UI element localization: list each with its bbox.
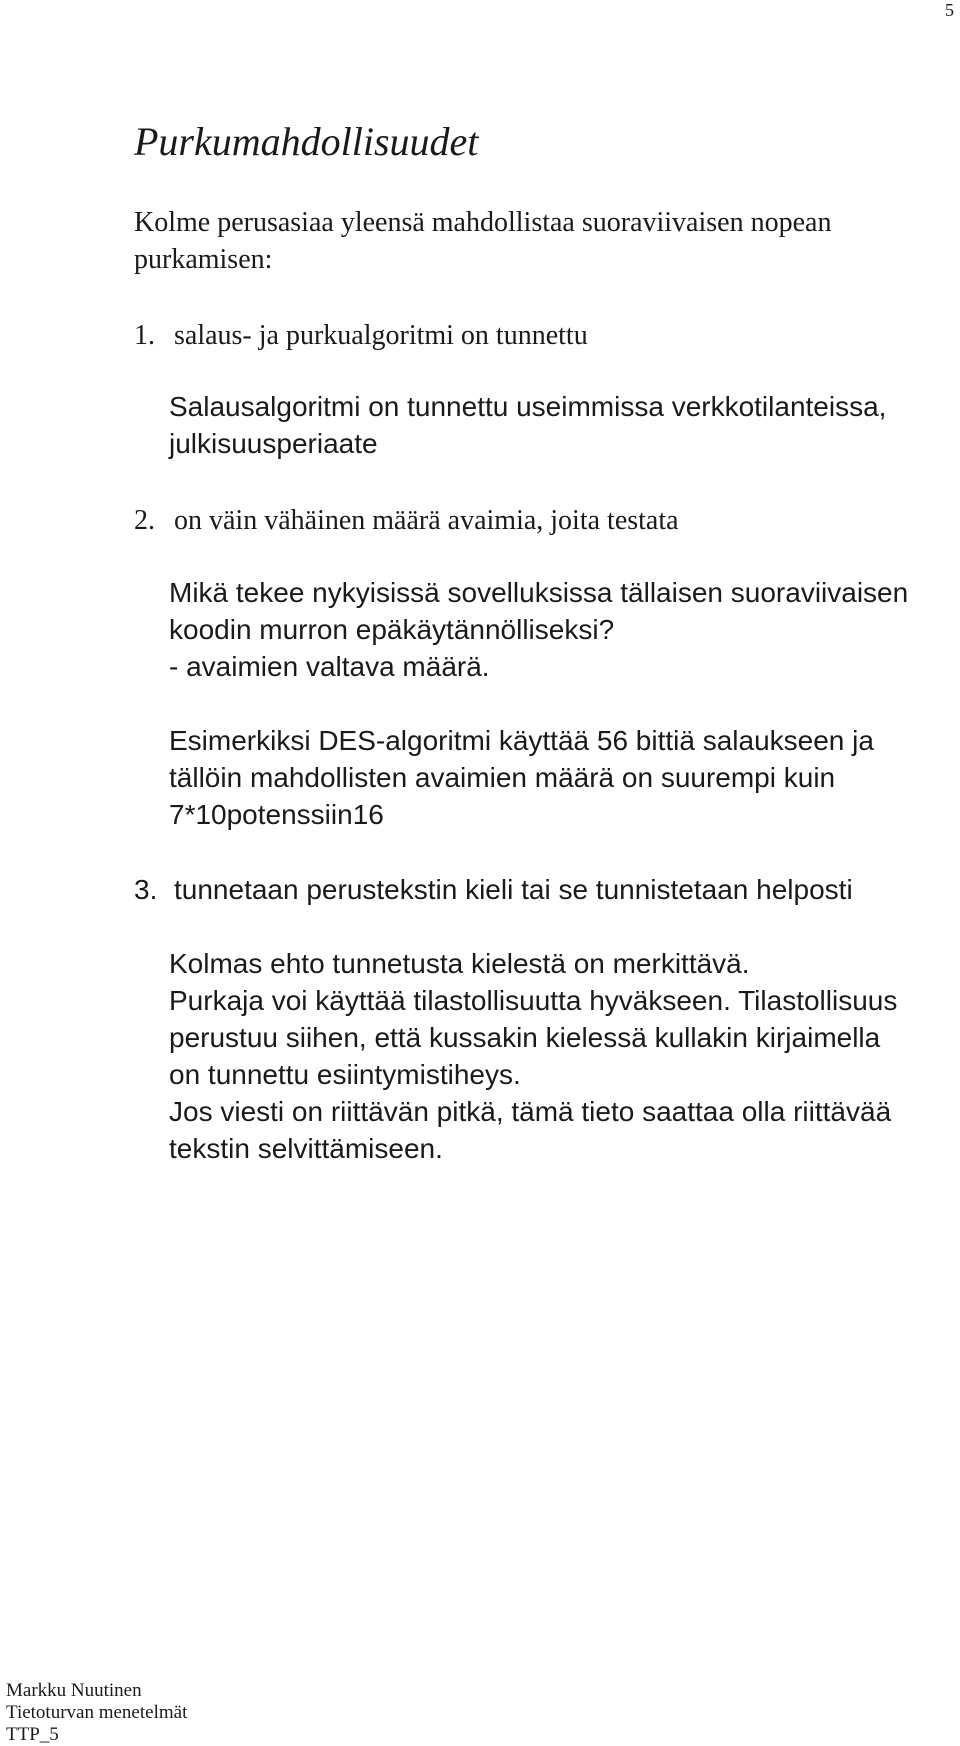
text-line: Mikä tekee nykyisissä sovelluksissa tällaisen suoraviivaisen	[169, 577, 909, 608]
item-number: 1.	[134, 320, 155, 351]
text-line: on tunnettu esiintymistiheys.	[169, 1059, 521, 1090]
text-line: tekstin selvittämiseen.	[169, 1133, 443, 1164]
text-line: Jos viesti on riittävän pitkä, tämä tieto saattaa olla riittävää	[169, 1096, 892, 1127]
text-line: tällöin mahdollisten avaimien määrä on suurempi kuin	[169, 762, 836, 793]
item-1-explanation	[169, 388, 886, 462]
item-number: 3.	[134, 874, 158, 905]
item-3-explanation	[169, 945, 897, 1167]
intro-line: Kolme perusasiaa yleensä mahdollistaa suoraviivaisen nopean	[134, 207, 832, 238]
footer-course: Tietoturvan menetelmät	[6, 1702, 188, 1723]
page-number: 5	[945, 0, 954, 20]
text-line: julkisuusperiaate	[169, 428, 378, 459]
list-item-1-heading	[134, 317, 588, 354]
item-heading: on väin vähäinen määrä avaimia, joita testata	[174, 505, 679, 536]
item-number: 2.	[134, 505, 155, 536]
footer-author: Markku Nuutinen	[6, 1680, 142, 1701]
item-heading: tunnetaan perustekstin kieli tai se tunnistetaan helposti	[174, 874, 853, 905]
page-footer	[6, 1680, 187, 1746]
text-line: - avaimien valtava määrä.	[169, 651, 490, 682]
text-line: Purkaja voi käyttää tilastollisuutta hyväkseen. Tilastollisuus	[169, 985, 898, 1016]
item-2-example	[169, 722, 874, 833]
text-line: 7*10potenssiin16	[169, 799, 384, 830]
page-title: Purkumahdollisuudet	[134, 119, 479, 164]
item-heading: salaus- ja purkualgoritmi on tunnettu	[174, 320, 588, 351]
item-2-explanation	[169, 574, 908, 685]
text-line: perustuu siihen, että kussakin kielessä kullakin kirjaimella	[169, 1022, 881, 1053]
intro-line: purkamisen:	[134, 244, 273, 275]
footer-code: TTP_5	[6, 1724, 59, 1745]
list-item-3-heading	[134, 871, 853, 908]
text-line: Esimerkiksi DES-algoritmi käyttää 56 bittiä salaukseen ja	[169, 725, 874, 756]
text-line: Kolmas ehto tunnetusta kielestä on merkittävä.	[169, 948, 750, 979]
text-line: Salausalgoritmi on tunnettu useimmissa verkkotilanteissa,	[169, 391, 887, 422]
text-line: koodin murron epäkäytännölliseksi?	[169, 614, 615, 645]
list-item-2-heading	[134, 502, 679, 539]
intro-paragraph	[134, 204, 831, 278]
